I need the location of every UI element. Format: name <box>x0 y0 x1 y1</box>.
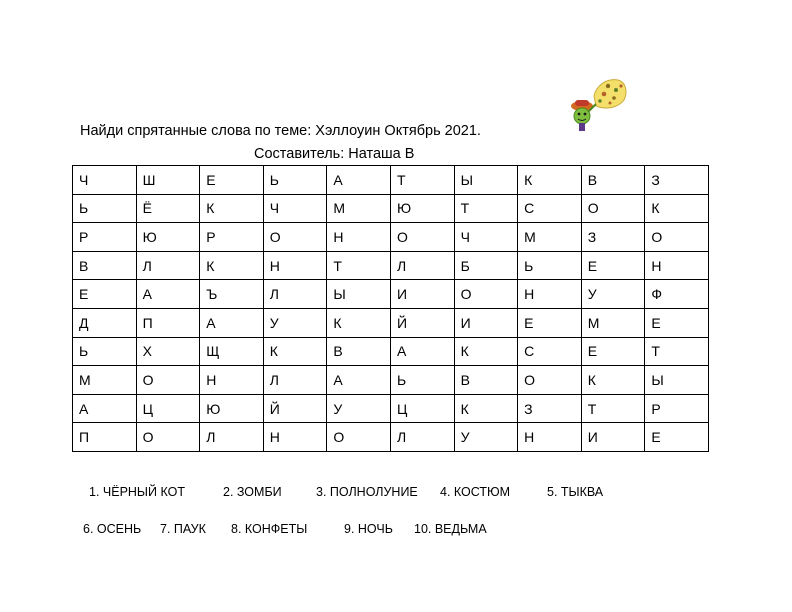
word-list-item: 5. ТЫКВА <box>547 485 604 499</box>
grid-cell: Л <box>200 423 264 452</box>
grid-cell: Т <box>645 337 709 366</box>
grid-cell: П <box>136 308 200 337</box>
grid-cell: Т <box>454 194 518 223</box>
grid-row <box>73 166 709 195</box>
grid-row <box>73 308 709 337</box>
grid-cell: К <box>200 251 264 280</box>
grid-cell: О <box>136 423 200 452</box>
grid-cell: Т <box>581 394 645 423</box>
grid-row <box>73 194 709 223</box>
grid-cell: Ч <box>263 194 327 223</box>
author-line: Составитель: Наташа В <box>254 146 415 162</box>
grid-cell: О <box>263 223 327 252</box>
grid-cell: Р <box>645 394 709 423</box>
grid-cell: О <box>581 194 645 223</box>
grid-cell: В <box>454 366 518 395</box>
grid-cell: Н <box>645 251 709 280</box>
grid-row <box>73 366 709 395</box>
grid-cell: К <box>454 337 518 366</box>
grid-cell: О <box>454 280 518 309</box>
grid-cell: Т <box>327 251 391 280</box>
grid-cell: К <box>645 194 709 223</box>
grid-row <box>73 223 709 252</box>
grid-cell: Н <box>327 223 391 252</box>
grid-cell: Ю <box>136 223 200 252</box>
grid-cell: Ш <box>136 166 200 195</box>
grid-cell: Т <box>390 166 454 195</box>
grid-cell: О <box>136 366 200 395</box>
grid-cell: И <box>390 280 454 309</box>
grid-cell: Е <box>200 166 264 195</box>
word-list-item: 6. ОСЕНЬ <box>83 522 142 536</box>
grid-cell: Ы <box>327 280 391 309</box>
word-list-row-2 <box>0 522 792 538</box>
halloween-pumpkin-figure-icon <box>566 76 630 134</box>
grid-cell: Е <box>581 337 645 366</box>
grid-cell: А <box>200 308 264 337</box>
grid-cell: Ь <box>390 366 454 395</box>
grid-cell: М <box>581 308 645 337</box>
grid-cell: З <box>518 394 582 423</box>
grid-cell: Х <box>136 337 200 366</box>
grid-cell: Н <box>263 251 327 280</box>
grid-cell: Й <box>263 394 327 423</box>
word-list-row-1 <box>0 485 792 501</box>
grid-cell: Е <box>518 308 582 337</box>
grid-cell: И <box>581 423 645 452</box>
word-list-item: 7. ПАУК <box>160 522 206 536</box>
word-list-item: 10. ВЕДЬМА <box>414 522 487 536</box>
grid-cell: Ь <box>73 194 137 223</box>
grid-cell: Е <box>581 251 645 280</box>
grid-cell: Ц <box>390 394 454 423</box>
grid-cell: Ь <box>73 337 137 366</box>
grid-row <box>73 280 709 309</box>
grid-cell: З <box>645 166 709 195</box>
grid-cell: Л <box>263 280 327 309</box>
grid-cell: Л <box>390 423 454 452</box>
grid-cell: Ь <box>518 251 582 280</box>
grid-cell: Р <box>200 223 264 252</box>
grid-cell: Ч <box>454 223 518 252</box>
grid-cell: А <box>327 366 391 395</box>
grid-cell: И <box>454 308 518 337</box>
grid-cell: М <box>73 366 137 395</box>
grid-cell: Н <box>200 366 264 395</box>
grid-cell: Ц <box>136 394 200 423</box>
grid-row <box>73 337 709 366</box>
word-list-item: 2. ЗОМБИ <box>223 485 282 499</box>
grid-cell: О <box>390 223 454 252</box>
grid-cell: Ю <box>390 194 454 223</box>
grid-cell: С <box>518 194 582 223</box>
grid-cell: З <box>581 223 645 252</box>
grid-cell: О <box>327 423 391 452</box>
grid-cell: Н <box>263 423 327 452</box>
grid-cell: А <box>390 337 454 366</box>
grid-cell: А <box>327 166 391 195</box>
grid-cell: У <box>581 280 645 309</box>
grid-cell: К <box>327 308 391 337</box>
grid-cell: Е <box>645 308 709 337</box>
grid-cell: К <box>518 166 582 195</box>
grid-cell: К <box>263 337 327 366</box>
grid-cell: П <box>73 423 137 452</box>
grid-cell: Й <box>390 308 454 337</box>
pumpkin-figure-icon <box>571 100 596 131</box>
grid-cell: Ы <box>454 166 518 195</box>
grid-cell: О <box>645 223 709 252</box>
grid-cell: Н <box>518 423 582 452</box>
word-list-item: 4. КОСТЮМ <box>440 485 511 499</box>
grid-cell: Ё <box>136 194 200 223</box>
grid-cell: А <box>136 280 200 309</box>
grid-cell: К <box>200 194 264 223</box>
grid-cell: Ч <box>73 166 137 195</box>
grid-cell: М <box>518 223 582 252</box>
grid-cell: О <box>518 366 582 395</box>
word-list-item: 1. ЧЁРНЫЙ КОТ <box>89 485 185 499</box>
grid-cell: Б <box>454 251 518 280</box>
grid-cell: У <box>454 423 518 452</box>
grid-cell: Л <box>263 366 327 395</box>
grid-cell: Н <box>518 280 582 309</box>
cheese-slice-icon <box>594 80 626 108</box>
grid-cell: Л <box>390 251 454 280</box>
grid-cell: А <box>73 394 137 423</box>
grid-cell: С <box>518 337 582 366</box>
grid-cell: В <box>581 166 645 195</box>
word-list-item: 8. КОНФЕТЫ <box>231 522 308 536</box>
grid-cell: Ы <box>645 366 709 395</box>
grid-cell: К <box>581 366 645 395</box>
page-title: Найди спрятанные слова по теме: Хэллоуин Октябрь 2021. <box>80 123 481 139</box>
grid-cell: Е <box>73 280 137 309</box>
grid-cell: М <box>327 194 391 223</box>
grid-cell: К <box>454 394 518 423</box>
grid-row <box>73 394 709 423</box>
grid-cell: В <box>73 251 137 280</box>
grid-cell: Щ <box>200 337 264 366</box>
word-search-grid <box>72 165 709 452</box>
word-list-item: 9. НОЧЬ <box>344 522 393 536</box>
grid-cell: Ь <box>263 166 327 195</box>
grid-cell: У <box>263 308 327 337</box>
grid-cell: Р <box>73 223 137 252</box>
grid-cell: Д <box>73 308 137 337</box>
grid-cell: Е <box>645 423 709 452</box>
grid-cell: Л <box>136 251 200 280</box>
grid-cell: У <box>327 394 391 423</box>
grid-cell: Ф <box>645 280 709 309</box>
grid-cell: Ю <box>200 394 264 423</box>
grid-cell: В <box>327 337 391 366</box>
grid-cell: Ъ <box>200 280 264 309</box>
grid-row <box>73 251 709 280</box>
grid-row <box>73 423 709 452</box>
word-list-item: 3. ПОЛНОЛУНИЕ <box>316 485 418 499</box>
